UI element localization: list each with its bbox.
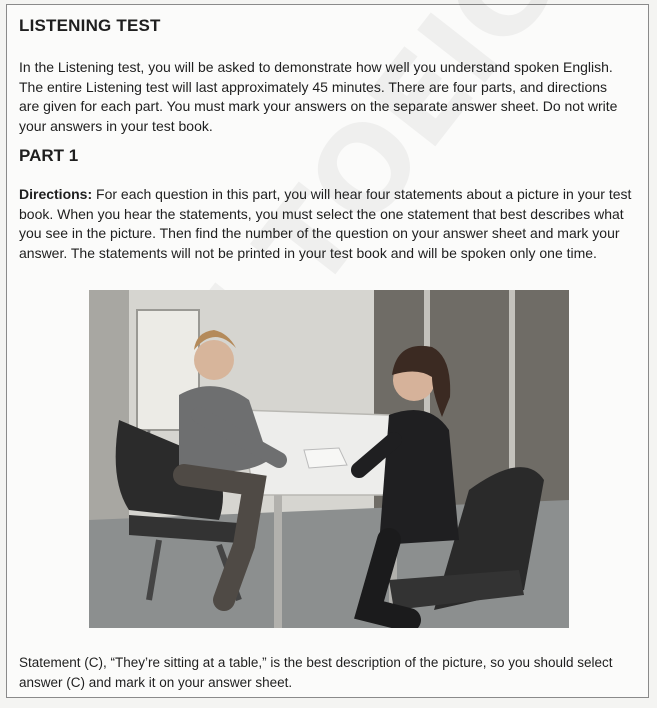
directions-text: For each question in this part, you will hear four statements about a picture in your test book. When you hear the statements, you must select the one statement that best describes what you see in the picture. Then find the number of the question on your answer sheet and mark your answer. The statements will not be printed in your test book and will be spoken only one time. — [19, 186, 632, 261]
page-title: LISTENING TEST — [19, 16, 161, 35]
example-photo — [89, 290, 569, 628]
photo-illustration — [89, 290, 569, 628]
directions-label: Directions: — [19, 186, 93, 202]
intro-paragraph: In the Listening test, you will be asked to demonstrate how well you understand spoken English. The entire Listening test will last approximately 45 minutes. There are four parts, and directions are given for each part. You must mark your answers on the separate answer sheet. Do not write your answers in your test book. — [19, 59, 618, 134]
part-title: PART 1 — [19, 146, 79, 165]
directions-paragraph — [19, 185, 634, 263]
example-statement: Statement (C), “They’re sitting at a table,” is the best description of the picture, so you should select answer (C) and mark it on your answer sheet. — [19, 655, 613, 690]
